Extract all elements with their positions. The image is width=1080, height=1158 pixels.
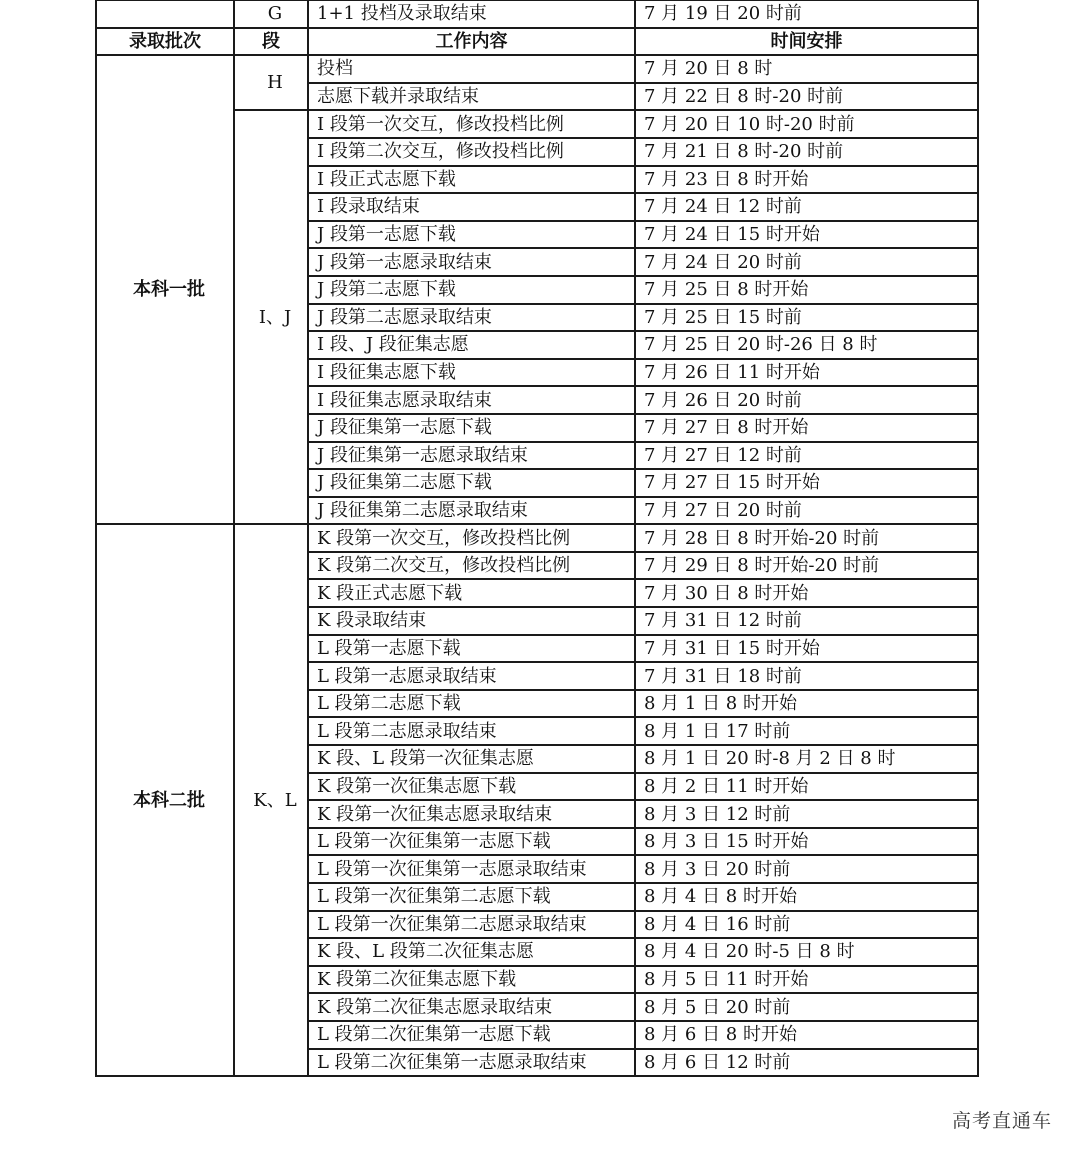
top-content-cell: 1+1 投档及录取结束 [308, 0, 635, 28]
content-cell: K 段第二次交互，修改投档比例 [308, 552, 635, 580]
time-cell: 8 月 1 日 17 时前 [635, 717, 978, 745]
content-cell: K 段第一次征集志愿录取结束 [308, 800, 635, 828]
time-cell: 7 月 25 日 15 时前 [635, 304, 978, 332]
content-cell: K 段第一次交互，修改投档比例 [308, 524, 635, 552]
content-cell: L 段第一次征集第一志愿录取结束 [308, 855, 635, 883]
time-cell: 8 月 3 日 15 时开始 [635, 828, 978, 856]
content-cell: L 段第二次征集第一志愿录取结束 [308, 1049, 635, 1077]
segment-cell: H [234, 55, 308, 110]
time-cell: 7 月 26 日 11 时开始 [635, 359, 978, 387]
table-row [96, 55, 978, 83]
header-time: 时间安排 [635, 28, 978, 56]
content-cell: J 段第二志愿录取结束 [308, 304, 635, 332]
content-cell: K 段录取结束 [308, 607, 635, 635]
time-cell: 7 月 30 日 8 时开始 [635, 579, 978, 607]
content-cell: L 段第一次征集第二志愿录取结束 [308, 911, 635, 939]
schedule-body [96, 0, 978, 1076]
content-cell: J 段第一志愿下载 [308, 221, 635, 249]
header-batch: 录取批次 [96, 28, 234, 56]
top-time-cell: 7 月 19 日 20 时前 [635, 0, 978, 28]
time-cell: 8 月 4 日 16 时前 [635, 911, 978, 939]
table-header-row [96, 28, 978, 56]
content-cell: K 段第二次征集志愿录取结束 [308, 993, 635, 1021]
time-cell: 7 月 22 日 8 时-20 时前 [635, 83, 978, 111]
time-cell: 7 月 25 日 20 时-26 日 8 时 [635, 331, 978, 359]
time-cell: 8 月 2 日 11 时开始 [635, 773, 978, 801]
content-cell: L 段第二志愿录取结束 [308, 717, 635, 745]
time-cell: 8 月 5 日 20 时前 [635, 993, 978, 1021]
header-content: 工作内容 [308, 28, 635, 56]
batch-cell: 本科一批 [96, 55, 234, 524]
time-cell: 8 月 1 日 20 时-8 月 2 日 8 时 [635, 745, 978, 773]
time-cell: 7 月 31 日 15 时开始 [635, 635, 978, 663]
time-cell: 7 月 23 日 8 时开始 [635, 166, 978, 194]
table-row-top [96, 0, 978, 28]
content-cell: 投档 [308, 55, 635, 83]
content-cell: L 段第一次征集第二志愿下载 [308, 883, 635, 911]
time-cell: 7 月 27 日 20 时前 [635, 497, 978, 525]
time-cell: 7 月 28 日 8 时开始-20 时前 [635, 524, 978, 552]
top-batch-cell [96, 0, 234, 28]
time-cell: 7 月 27 日 12 时前 [635, 442, 978, 470]
content-cell: K 段、L 段第二次征集志愿 [308, 938, 635, 966]
content-cell: J 段征集第二志愿下载 [308, 469, 635, 497]
content-cell: K 段第二次征集志愿下载 [308, 966, 635, 994]
time-cell: 7 月 27 日 15 时开始 [635, 469, 978, 497]
time-cell: 7 月 24 日 15 时开始 [635, 221, 978, 249]
content-cell: I 段第二次交互，修改投档比例 [308, 138, 635, 166]
time-cell: 7 月 31 日 12 时前 [635, 607, 978, 635]
time-cell: 8 月 3 日 12 时前 [635, 800, 978, 828]
content-cell: L 段第一次征集第一志愿下载 [308, 828, 635, 856]
content-cell: J 段征集第一志愿录取结束 [308, 442, 635, 470]
batch-cell: 本科二批 [96, 524, 234, 1076]
time-cell: 7 月 31 日 18 时前 [635, 662, 978, 690]
content-cell: L 段第二志愿下载 [308, 690, 635, 718]
time-cell: 7 月 20 日 10 时-20 时前 [635, 110, 978, 138]
time-cell: 8 月 6 日 12 时前 [635, 1049, 978, 1077]
time-cell: 7 月 24 日 12 时前 [635, 193, 978, 221]
time-cell: 7 月 21 日 8 时-20 时前 [635, 138, 978, 166]
segment-cell: I、J [234, 110, 308, 524]
watermark-text: 高考直通车 [951, 1110, 1052, 1132]
time-cell: 8 月 1 日 8 时开始 [635, 690, 978, 718]
content-cell: I 段征集志愿下载 [308, 359, 635, 387]
time-cell: 8 月 4 日 8 时开始 [635, 883, 978, 911]
time-cell: 8 月 3 日 20 时前 [635, 855, 978, 883]
time-cell: 7 月 25 日 8 时开始 [635, 276, 978, 304]
time-cell: 7 月 26 日 20 时前 [635, 386, 978, 414]
content-cell: I 段征集志愿录取结束 [308, 386, 635, 414]
content-cell: K 段、L 段第一次征集志愿 [308, 745, 635, 773]
content-cell: I 段正式志愿下载 [308, 166, 635, 194]
content-cell: I 段、J 段征集志愿 [308, 331, 635, 359]
content-cell: I 段录取结束 [308, 193, 635, 221]
content-cell: J 段第二志愿下载 [308, 276, 635, 304]
time-cell: 7 月 29 日 8 时开始-20 时前 [635, 552, 978, 580]
content-cell: I 段第一次交互，修改投档比例 [308, 110, 635, 138]
content-cell: J 段第一志愿录取结束 [308, 248, 635, 276]
segment-cell: K、L [234, 524, 308, 1076]
time-cell: 8 月 4 日 20 时-5 日 8 时 [635, 938, 978, 966]
content-cell: 志愿下载并录取结束 [308, 83, 635, 111]
content-cell: L 段第一志愿录取结束 [308, 662, 635, 690]
time-cell: 7 月 20 日 8 时 [635, 55, 978, 83]
content-cell: L 段第一志愿下载 [308, 635, 635, 663]
top-segment-cell: G [234, 0, 308, 28]
content-cell: K 段第一次征集志愿下载 [308, 773, 635, 801]
content-cell: J 段征集第二志愿录取结束 [308, 497, 635, 525]
admission-schedule-table [95, 0, 979, 1077]
content-cell: J 段征集第一志愿下载 [308, 414, 635, 442]
time-cell: 7 月 24 日 20 时前 [635, 248, 978, 276]
table-row [96, 524, 978, 552]
content-cell: L 段第二次征集第一志愿下载 [308, 1021, 635, 1049]
time-cell: 7 月 27 日 8 时开始 [635, 414, 978, 442]
time-cell: 8 月 6 日 8 时开始 [635, 1021, 978, 1049]
content-cell: K 段正式志愿下载 [308, 579, 635, 607]
time-cell: 8 月 5 日 11 时开始 [635, 966, 978, 994]
header-segment: 段 [234, 28, 308, 56]
